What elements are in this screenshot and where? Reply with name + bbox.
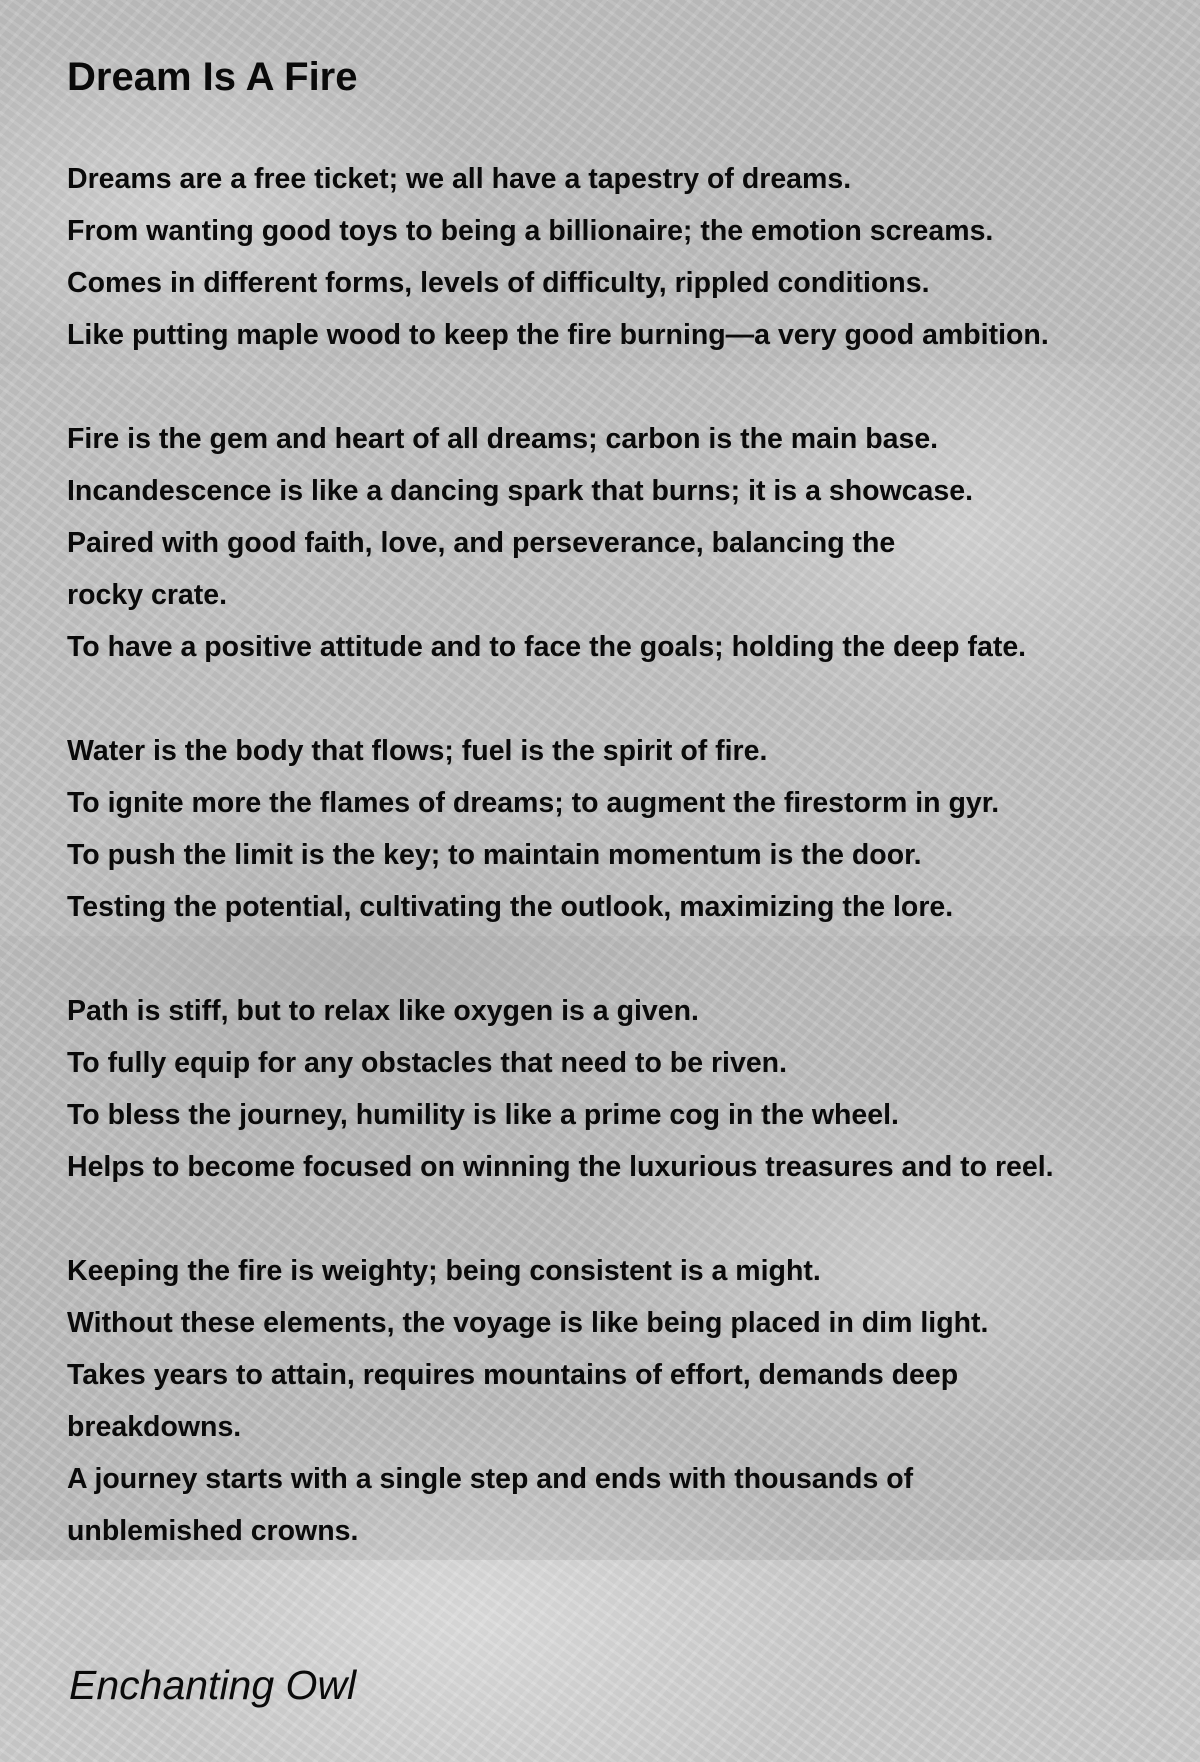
poem-line: From wanting good toys to being a billionaire; the emotion screams.	[67, 215, 994, 247]
poem-line: breakdowns.	[67, 1411, 242, 1443]
poem-line: To push the limit is the key; to maintain momentum is the door.	[67, 839, 922, 871]
stanza-3	[67, 725, 1192, 933]
poem-line: Water is the body that flows; fuel is the spirit of fire.	[67, 735, 768, 767]
poem-line: Takes years to attain, requires mountains of effort, demands deep	[67, 1359, 959, 1391]
poem-line: Dreams are a free ticket; we all have a tapestry of dreams.	[67, 163, 852, 195]
stanza-4	[67, 985, 1192, 1193]
stanza-2	[67, 413, 1192, 673]
poem-line: To bless the journey, humility is like a prime cog in the wheel.	[67, 1099, 899, 1131]
poem-body	[67, 153, 1192, 1609]
poem-title: Dream Is A Fire	[67, 55, 358, 99]
poem-line: Incandescence is like a dancing spark that burns; it is a showcase.	[67, 475, 974, 507]
poem-line: Comes in different forms, levels of difficulty, rippled conditions.	[67, 267, 930, 299]
poem-line: unblemished crowns.	[67, 1515, 359, 1547]
poem-line: To have a positive attitude and to face the goals; holding the deep fate.	[67, 631, 1027, 663]
poem-line: Like putting maple wood to keep the fire burning—a very good ambition.	[67, 319, 1049, 351]
poem-line: To ignite more the flames of dreams; to augment the firestorm in gyr.	[67, 787, 1000, 819]
poem-line: To fully equip for any obstacles that need to be riven.	[67, 1047, 788, 1079]
poem-line: Keeping the fire is weighty; being consistent is a might.	[67, 1255, 821, 1287]
poem-line: Path is stiff, but to relax like oxygen is a given.	[67, 995, 699, 1027]
poem-line: Paired with good faith, love, and perseverance, balancing the	[67, 527, 896, 559]
poem-line: Fire is the gem and heart of all dreams; carbon is the main base.	[67, 423, 939, 455]
poem-line: Testing the potential, cultivating the outlook, maximizing the lore.	[67, 891, 954, 923]
poem-author: Enchanting Owl	[69, 1662, 357, 1708]
poem-line: A journey starts with a single step and ends with thousands of	[67, 1463, 914, 1495]
poem-line: rocky crate.	[67, 579, 228, 611]
stanza-5	[67, 1245, 1192, 1557]
poem-line: Without these elements, the voyage is like being placed in dim light.	[67, 1307, 989, 1339]
stanza-1	[67, 153, 1192, 361]
poem-line: Helps to become focused on winning the luxurious treasures and to reel.	[67, 1151, 1054, 1183]
